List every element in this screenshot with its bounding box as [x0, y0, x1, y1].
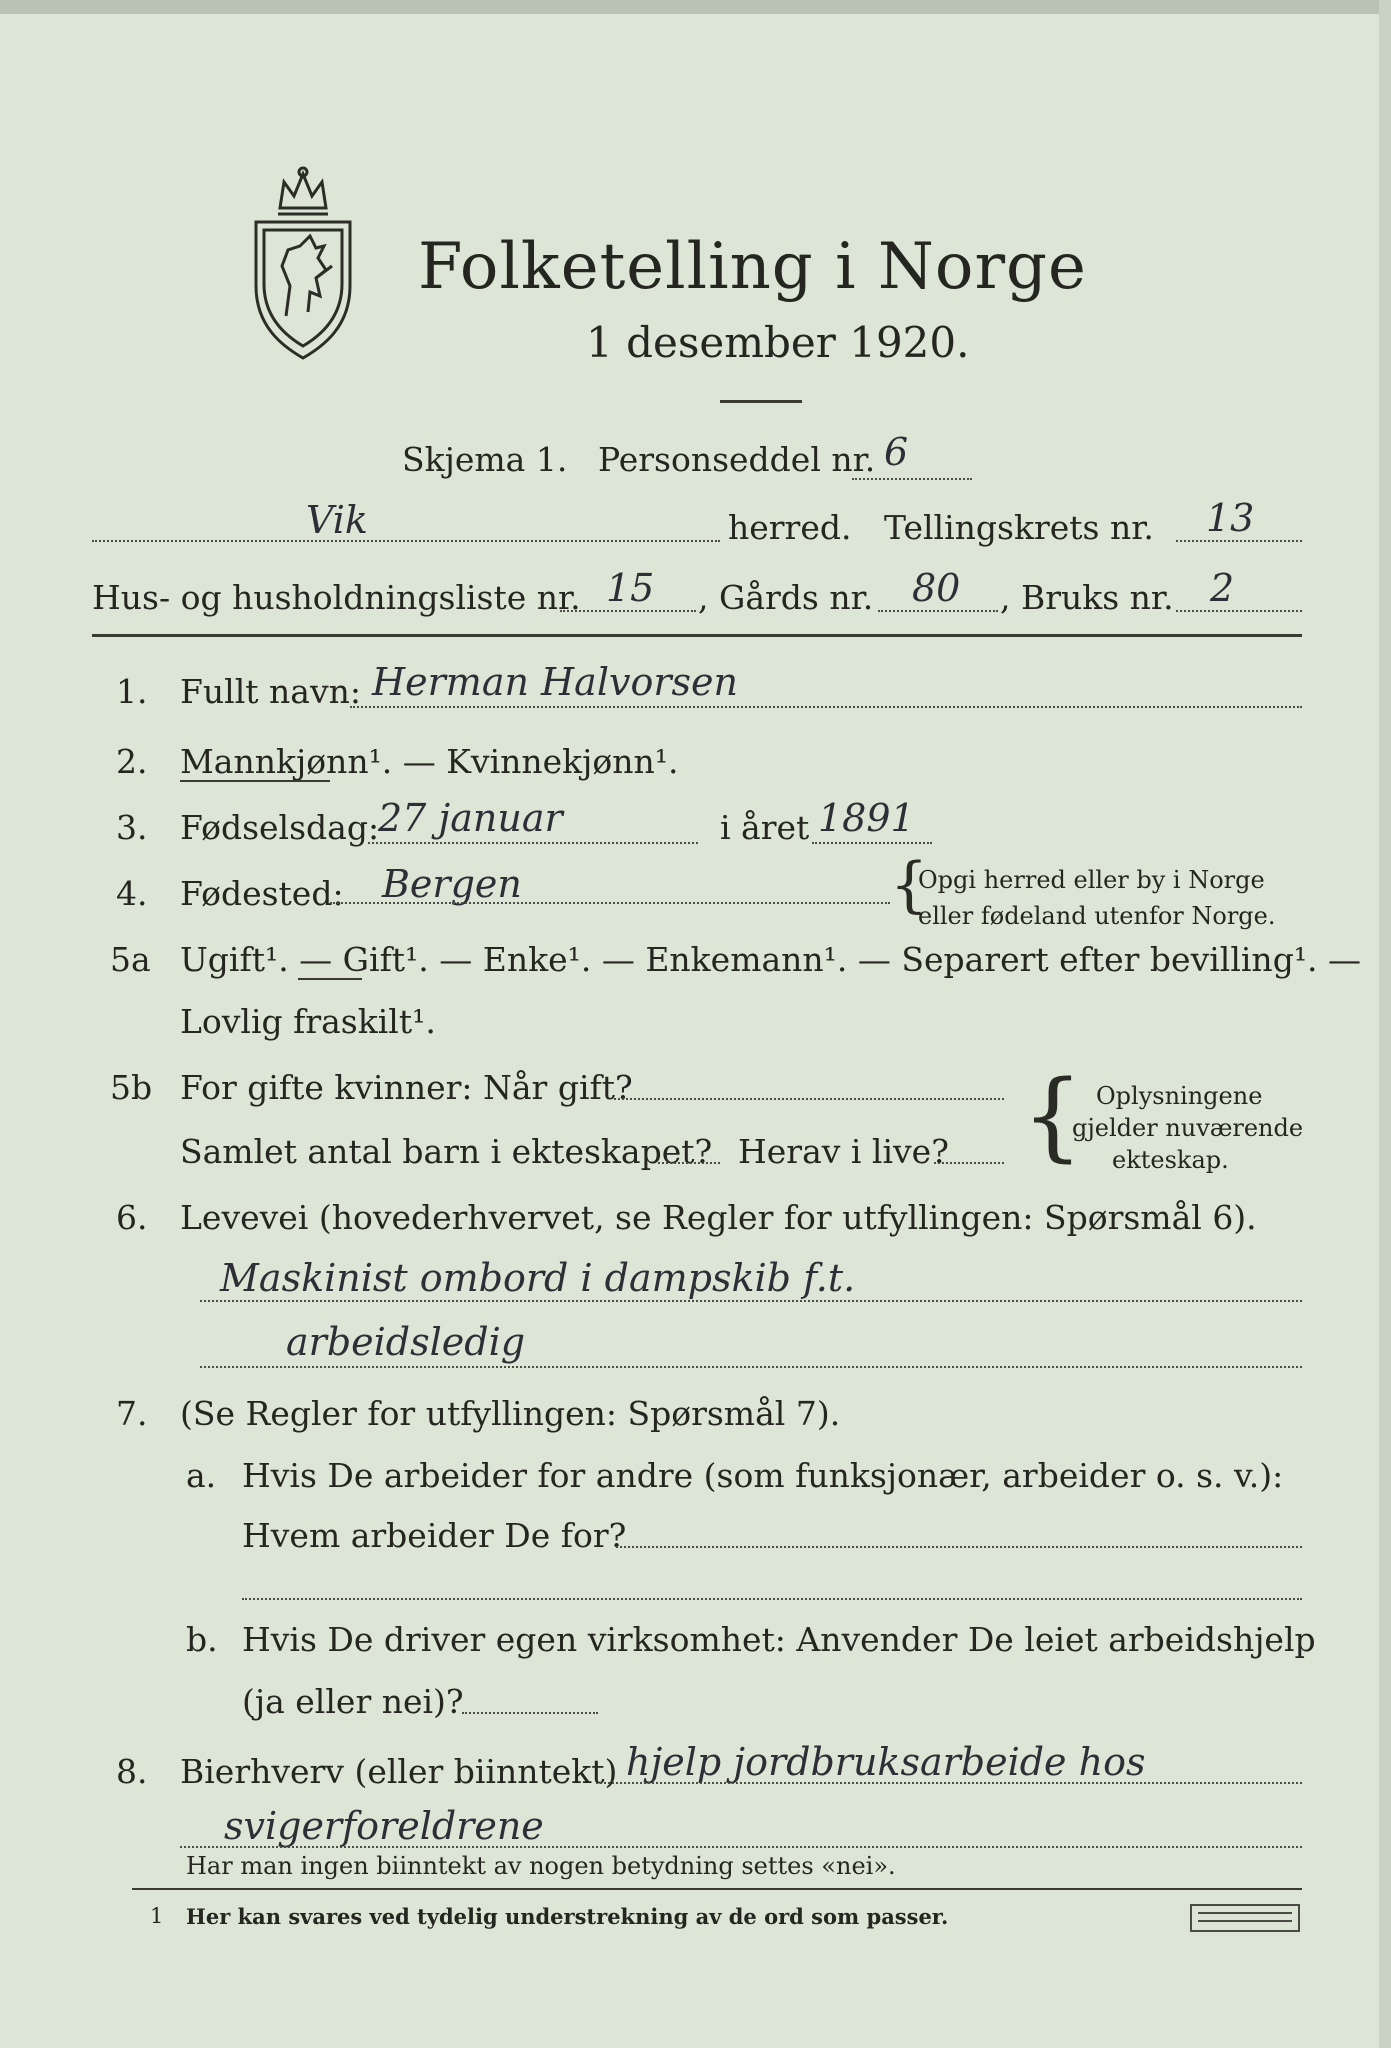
side-income-value-1: hjelp jordbruksarbeide hos	[626, 1740, 1146, 1784]
q5a-label: Ugift¹. — Gift¹. — Enke¹. — Enkemann¹. — Separert efter bevilling¹. —	[180, 940, 1362, 979]
full-name-value: Herman Halvorsen	[372, 660, 738, 704]
footnote-text: Her kan svares ved tydelig understrekning av de ord som passer.	[186, 1904, 949, 1929]
q5b-note-1: Oplysningene	[1096, 1082, 1263, 1110]
fill-line	[658, 1162, 720, 1164]
q3-label: Fødselsdag:	[180, 808, 380, 847]
fill-line	[92, 540, 720, 542]
q5b-brace: {	[1022, 1060, 1084, 1172]
q7-label: (Se Regler for utfyllingen: Spørsmål 7).	[180, 1394, 841, 1433]
q4-note-1: Opgi herred eller by i Norge	[918, 866, 1265, 894]
scan-edge-right	[1379, 0, 1391, 2048]
q6-label: Levevei (hovederhvervet, se Regler for utfyllingen: Spørsmål 6).	[180, 1198, 1257, 1237]
husliste-value: 15	[606, 566, 655, 610]
tellingskrets-value: 13	[1206, 496, 1255, 540]
q5b-number: 5b	[110, 1068, 153, 1107]
q5b-label-3: Herav i live?	[738, 1132, 949, 1171]
q4-note-2: eller fødeland utenfor Norge.	[918, 902, 1276, 930]
q7a-label: Hvis De arbeider for andre (som funksjonær, arbeider o. s. v.):	[242, 1456, 1284, 1495]
q5b-note-2: gjelder nuværende	[1072, 1114, 1304, 1142]
q7a-label-2: Hvem arbeider De for?	[242, 1516, 627, 1555]
herred-label: herred.	[728, 508, 852, 547]
fill-line	[330, 902, 890, 904]
q5a-label-2: Lovlig fraskilt¹.	[180, 1002, 436, 1041]
fill-line	[350, 706, 1302, 708]
fill-line	[812, 842, 932, 844]
q5a-number: 5a	[110, 940, 151, 979]
q7-number: 7.	[116, 1394, 148, 1433]
footer-rule	[132, 1888, 1302, 1890]
herred-value: Vik	[306, 498, 368, 542]
q7b-number: b.	[186, 1620, 218, 1659]
skjema-label: Skjema 1.	[402, 440, 568, 479]
bruks-value: 2	[1210, 566, 1235, 610]
occupation-value-2: arbeidsledig	[286, 1320, 526, 1364]
fill-line	[852, 478, 972, 480]
q5b-label-2: Samlet antal barn i ekteskapet?	[180, 1132, 713, 1171]
q7b-label: Hvis De driver egen virksomhet: Anvender De leiet arbeidshjelp	[242, 1620, 1316, 1659]
q1-label: Fullt navn:	[180, 672, 361, 711]
fill-line	[180, 1846, 1302, 1848]
q6-number: 6.	[116, 1198, 148, 1237]
fill-line	[462, 1712, 598, 1714]
q4-number: 4.	[116, 874, 148, 913]
fill-line	[368, 842, 698, 844]
fill-line	[200, 1300, 1302, 1302]
gards-label: , Gårds nr.	[698, 578, 874, 617]
q8-note: Har man ingen biinntekt av nogen betydning settes «nei».	[186, 1852, 896, 1880]
q1-number: 1.	[116, 672, 148, 711]
fill-line	[934, 1162, 1004, 1164]
title-rule	[720, 400, 802, 403]
header-rule	[92, 634, 1302, 637]
fill-line	[560, 610, 696, 612]
q2-number: 2.	[116, 742, 148, 781]
occupation-value-1: Maskinist ombord i dampskib f.t.	[220, 1256, 856, 1300]
tellingskrets-label: Tellingskrets nr.	[884, 508, 1154, 547]
mannkjonn-underline	[180, 780, 330, 782]
birth-day-value: 27 januar	[378, 796, 563, 840]
fill-line	[596, 1782, 1302, 1784]
personseddel-value: 6	[884, 430, 909, 474]
q3-year-label: i året	[720, 808, 810, 847]
q2-label: Mannkjønn¹. — Kvinnekjønn¹.	[180, 742, 679, 781]
footnote-number: 1	[150, 1904, 164, 1928]
gards-value: 80	[912, 566, 961, 610]
fill-line	[616, 1546, 1302, 1548]
q5b-label-1: For gifte kvinner: Når gift?	[180, 1068, 633, 1107]
form-title: Folketelling i Norge	[418, 230, 1087, 304]
norwegian-lion-crest-icon	[244, 166, 362, 362]
fill-line	[614, 1098, 1004, 1100]
gift-underline	[298, 978, 362, 980]
q4-label: Fødested:	[180, 874, 344, 913]
q8-number: 8.	[116, 1752, 148, 1791]
birth-year-value: 1891	[818, 796, 915, 840]
fill-line	[1176, 540, 1302, 542]
census-date: 1 desember 1920.	[586, 318, 970, 367]
q7b-label-2: (ja eller nei)?	[242, 1682, 464, 1721]
q7a-number: a.	[186, 1456, 217, 1495]
personseddel-label: Personseddel nr.	[598, 440, 876, 479]
fill-line	[242, 1598, 1302, 1600]
bruks-label: , Bruks nr.	[1000, 578, 1174, 617]
q8-label: Bierhverv (eller biinntekt)	[180, 1752, 618, 1791]
scan-edge	[0, 0, 1391, 14]
q5b-note-3: ekteskap.	[1112, 1146, 1229, 1174]
birthplace-value: Bergen	[382, 862, 522, 906]
fill-line	[878, 610, 998, 612]
q3-number: 3.	[116, 808, 148, 847]
q4-brace: {	[890, 850, 929, 920]
husliste-label: Hus- og husholdningsliste nr.	[92, 578, 581, 617]
fill-line	[200, 1366, 1302, 1368]
printer-stamp-icon	[1190, 1904, 1300, 1932]
fill-line	[1176, 610, 1302, 612]
side-income-value-2: svigerforeldrene	[224, 1804, 544, 1848]
